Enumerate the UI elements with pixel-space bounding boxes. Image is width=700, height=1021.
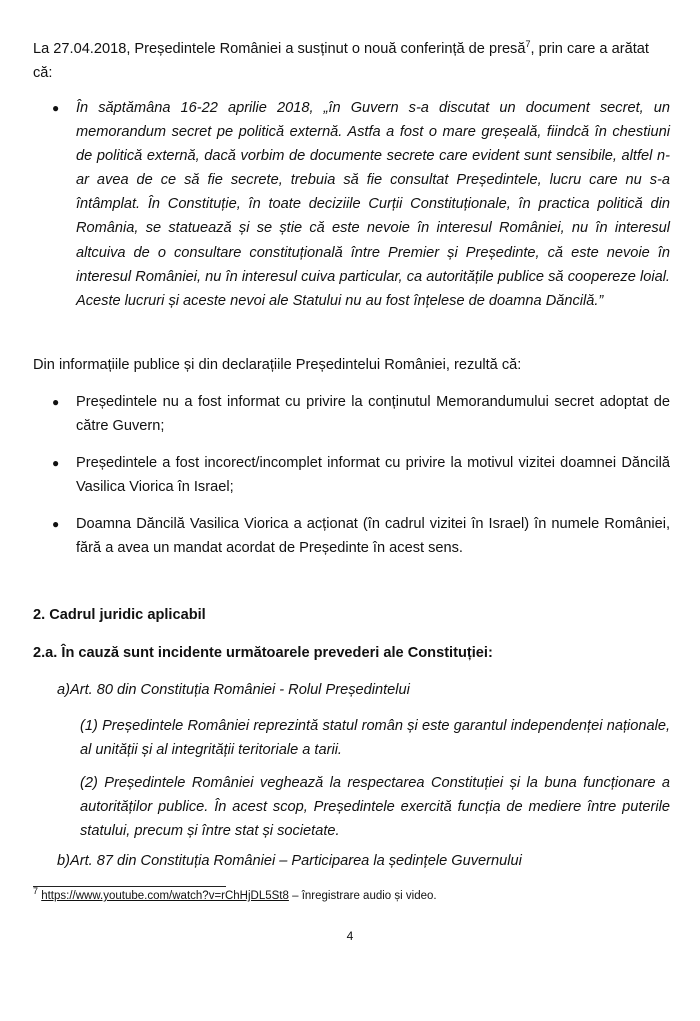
footnote-number: 7 [33,886,39,897]
bullet-icon: ● [52,517,60,531]
article-heading: a)Art. 80 din Constituția României - Rolul Președintelui [57,682,410,698]
footnote [33,886,437,902]
bullet-icon: ● [52,101,60,115]
article-paragraph: (1) Președintele României reprezintă statul român și este garantul independenței naționale, al unității și al integrității teritoriale a tarii. [80,718,670,758]
conclusion-item: Președintele a fost incorect/incomplet informat cu privire la motivul vizitei doamnei Dăncilă Vasilica Viorica în Israel; [76,455,670,495]
subsection-title: 2.a. În cauză sunt incidente următoarele prevederi ale Constituției: [33,645,493,661]
page-number: 4 [346,929,354,943]
section-title: 2. Cadrul juridic aplicabil [33,607,206,623]
bullet-icon: ● [52,395,60,409]
footnote-text: – înregistrare audio și video. [288,890,437,902]
conclusion-item: Președintele nu a fost informat cu privire la conținutul Memorandumului secret adoptat de către Guvern; [76,394,670,434]
intro-text-end: , prin care a arătat că: [33,41,649,81]
footnote-separator [33,886,226,887]
footnote-link[interactable]: https://www.youtube.com/watch?v=rChHjDL5St8 [41,890,289,902]
article-paragraph: (2) Președintele României veghează la respectarea Constituției și la buna funcționare a autorităților publice. În acest scop, Președintele exercită funcția de mediere între puterile statului, precum și între stat și societate. [80,775,670,839]
conclusion-intro: Din informațiile publice și din declarațiile Președintelui României, rezultă că: [33,357,522,373]
conclusion-item: Doamna Dăncilă Vasilica Viorica a acționat (în cadrul vizitei în Israel) în numele României, fără a avea un mandat acordat de Președinte în acest sens. [76,516,670,556]
article-heading: b)Art. 87 din Constituția României – Participarea la ședințele Guvernului [57,853,522,869]
intro-text: La 27.04.2018, Președintele României a susținut o nouă conferință de presă [33,41,526,57]
intro-paragraph [33,37,669,85]
footnote-reference: 7 [525,39,531,50]
bullet-icon: ● [52,456,60,470]
quote-bullet-text: În săptămâna 16-22 aprilie 2018, „în Guvern s-a discutat un document secret, un memorandum secret pe politică externă. Astfa a fost o mare greșeală, fiindcă în chestiuni de politică externă, dacă vorbim de documente secrete care evident sunt sensibile, altfel n-ar avea de ce să fie secrete, trebuia să fie consultat Președintele, lucru care nu s-a întâmplat. În Constituție, în toate deciziile Curții Constituționale, în practica politică din România, se statuează și se știe că este nevoie în interesul României, nu în interesul altcuiva de o consultare constituțională între Premier și Președinte, că este nevoie în interesul României, nu în interesul cuiva particular, ca autoritățile publice să coopereze loial. Aceste lucruri și aceste nevoi ale Statului nu au fost înțelese de doamna Dăncilă.” [76,100,670,309]
